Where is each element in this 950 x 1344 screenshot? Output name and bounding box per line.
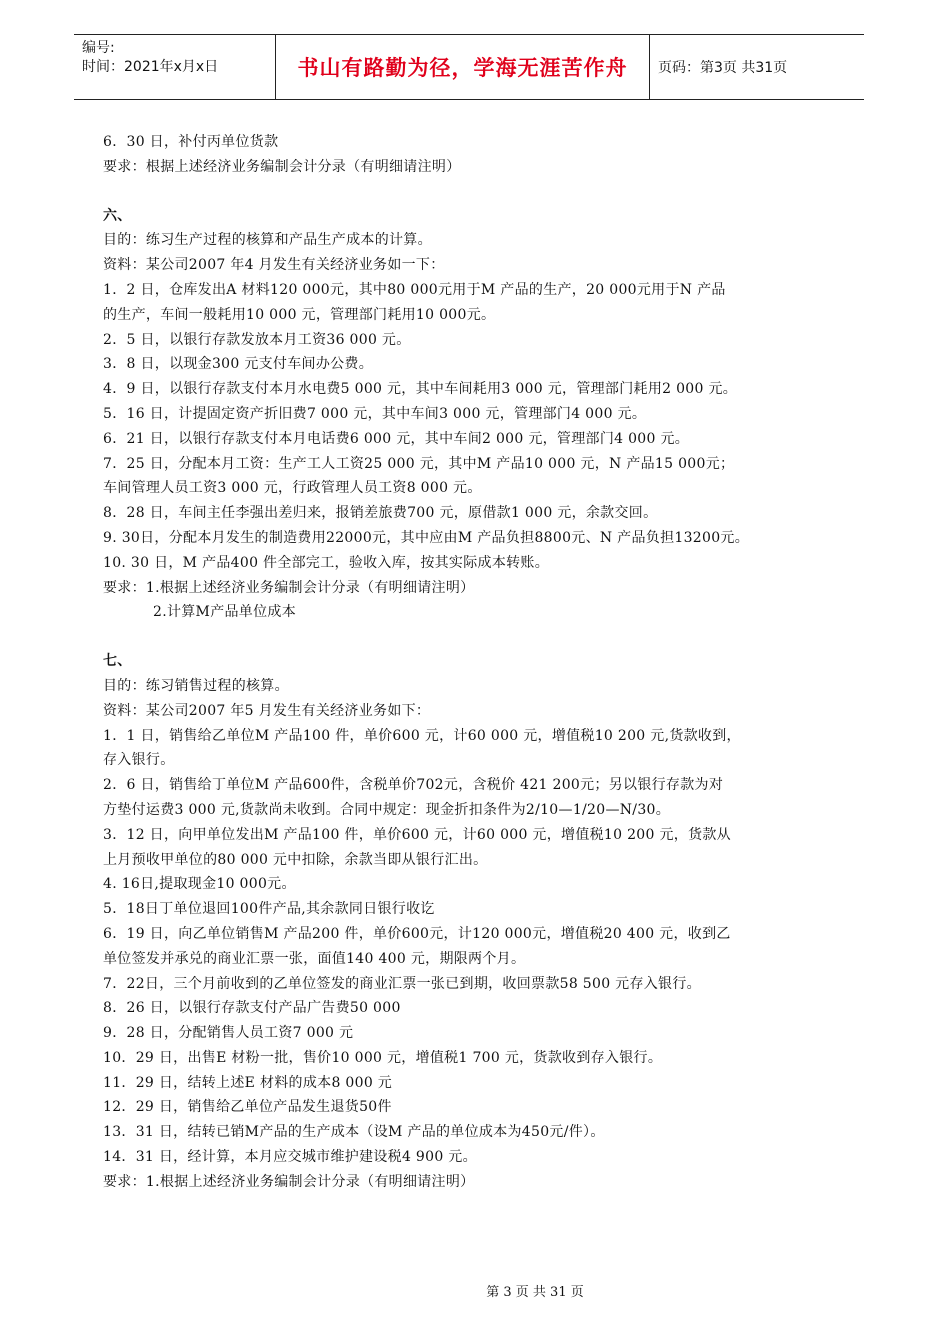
document-body [103,130,863,1195]
text-line: 3．12 日，向甲单位发出M 产品100 件，单价600 元，计60 000 元，增值税10 200 元，货款从 [103,826,731,843]
text-line: 单位签发并承兑的商业汇票一张，面值140 400 元，期限两个月。 [103,950,526,967]
text-line: 4. 16日,提取现金10 000元。 [103,876,296,893]
text-line: 12．29 日，销售给乙单位产品发生退货50件 [103,1099,392,1116]
text-line: 5．16 日，计提固定资产折旧费7 000 元，其中车间3 000 元，管理部门4 000 元。 [103,405,647,422]
page-footer: 第 3 页 共 31 页 [486,1285,584,1300]
section-seven-lines [103,674,863,1195]
text-line: 目的：练习销售过程的核算。 [103,677,289,694]
text-line: 6．30 日，补付丙单位货款 [103,134,279,150]
text-line: 11．29 日，结转上述E 材料的成本8 000 元 [103,1074,393,1091]
text-line: 10．29 日，出售E 材粉一批，售价10 000 元，增值税1 700 元，货款收到存入银行。 [103,1049,663,1066]
section-six-title: 六、 [103,207,132,224]
text-line: 13．31 日，结转已销M产品的生产成本（设M 产品的单位成本为450元/件）。 [103,1124,605,1141]
text-line: 10. 30 日，M 产品400 件全部完工，验收入库，按其实际成本转账。 [103,554,550,571]
header-info [74,35,276,99]
text-line: 要求：1.根据上述经济业务编制会计分录（有明细请注明） [103,1173,475,1190]
text-line: 4．9 日，以银行存款支付本月水电费5 000 元，其中车间耗用3 000 元，管理部门耗用2 000 元。 [103,381,738,398]
text-line: 5．18日丁单位退回100件产品,其余款同日银行收讫 [103,901,435,918]
text-line: 14．31 日，经计算，本月应交城市维护建设税4 900 元。 [103,1149,477,1166]
text-line: 7．22日，三个月前收到的乙单位签发的商业汇票一张已到期，收回票款58 500 元存入银行。 [103,975,701,992]
intro-lines [103,130,863,180]
text-line: 要求：根据上述经济业务编制会计分录（有明细请注明） [103,158,461,175]
time-label: 时间：2021年x月x日 [82,59,219,75]
text-line: 资料：某公司2007 年4 月发生有关经济业务如一下： [103,257,445,274]
section-six-lines [103,228,863,600]
text-line: 的生产，车间一般耗用10 000 元，管理部门耗用10 000元。 [103,306,496,323]
text-line: 要求：1.根据上述经济业务编制会计分录（有明细请注明） [103,579,475,596]
text-line: 6．21 日，以银行存款支付本月电话费6 000 元，其中车间2 000 元，管理部门4 000 元。 [103,430,690,447]
section-seven-title: 七、 [103,653,132,670]
text-line: 车间管理人员工资3 000 元，行政管理人员工资8 000 元。 [103,480,482,497]
text-line: 上月预收甲单位的80 000 元中扣除，余款当即从银行汇出。 [103,851,488,868]
text-line: 7．25 日，分配本月工资：生产工人工资25 000 元，其中M 产品10 000 元，N 产品15 000元； [103,455,735,472]
text-line: 目的：练习生产过程的核算和产品生产成本的计算。 [103,232,432,249]
header-motto: 书山有路勤为径，学海无涯苦作舟 [276,35,650,99]
text-line: 8．28 日，车间主任李强出差归来，报销差旅费700 元，原借款1 000 元，余款交回。 [103,505,658,522]
text-line: 9. 30日，分配本月发生的制造费用22000元，其中应由M 产品负担8800元、N 产品负担13200元。 [103,529,750,546]
text-line: 2．5 日，以银行存款发放本月工资36 000 元。 [103,331,411,348]
text-line: 存入银行。 [103,752,175,769]
text-line: 6．19 日，向乙单位销售M 产品200 件，单价600元，计120 000元，增值税20 400 元，收到乙 [103,925,731,942]
text-line: 2．6 日，销售给丁单位M 产品600件，含税单价702元，含税价 421 200元；另以银行存款为对 [103,777,724,794]
page-header [74,34,864,100]
text-line: 方垫付运费3 000 元,货款尚未收到。合同中规定：现金折扣条件为2/10—1/20—N/30。 [103,801,671,818]
text-line: 3．8 日，以现金300 元支付车间办公费。 [103,356,374,373]
text-line: 1．1 日，销售给乙单位M 产品100 件，单价600 元，计60 000 元，增值税10 200 元,货款收到， [103,727,741,744]
header-page-code: 页码：第3页 共31页 [658,60,788,76]
text-line: 资料：某公司2007 年5 月发生有关经济业务如下： [103,702,431,719]
section-six-requirement-2: 2.计算M产品单位成本 [153,604,296,621]
number-label: 编号: [82,40,115,56]
text-line: 8．26 日，以银行存款支付产品广告费50 000 [103,1000,401,1017]
text-line: 1．2 日，仓库发出A 材料120 000元，其中80 000元用于M 产品的生产，20 000元用于N 产品 [103,281,726,298]
text-line: 9．28 日，分配销售人员工资7 000 元 [103,1025,354,1042]
